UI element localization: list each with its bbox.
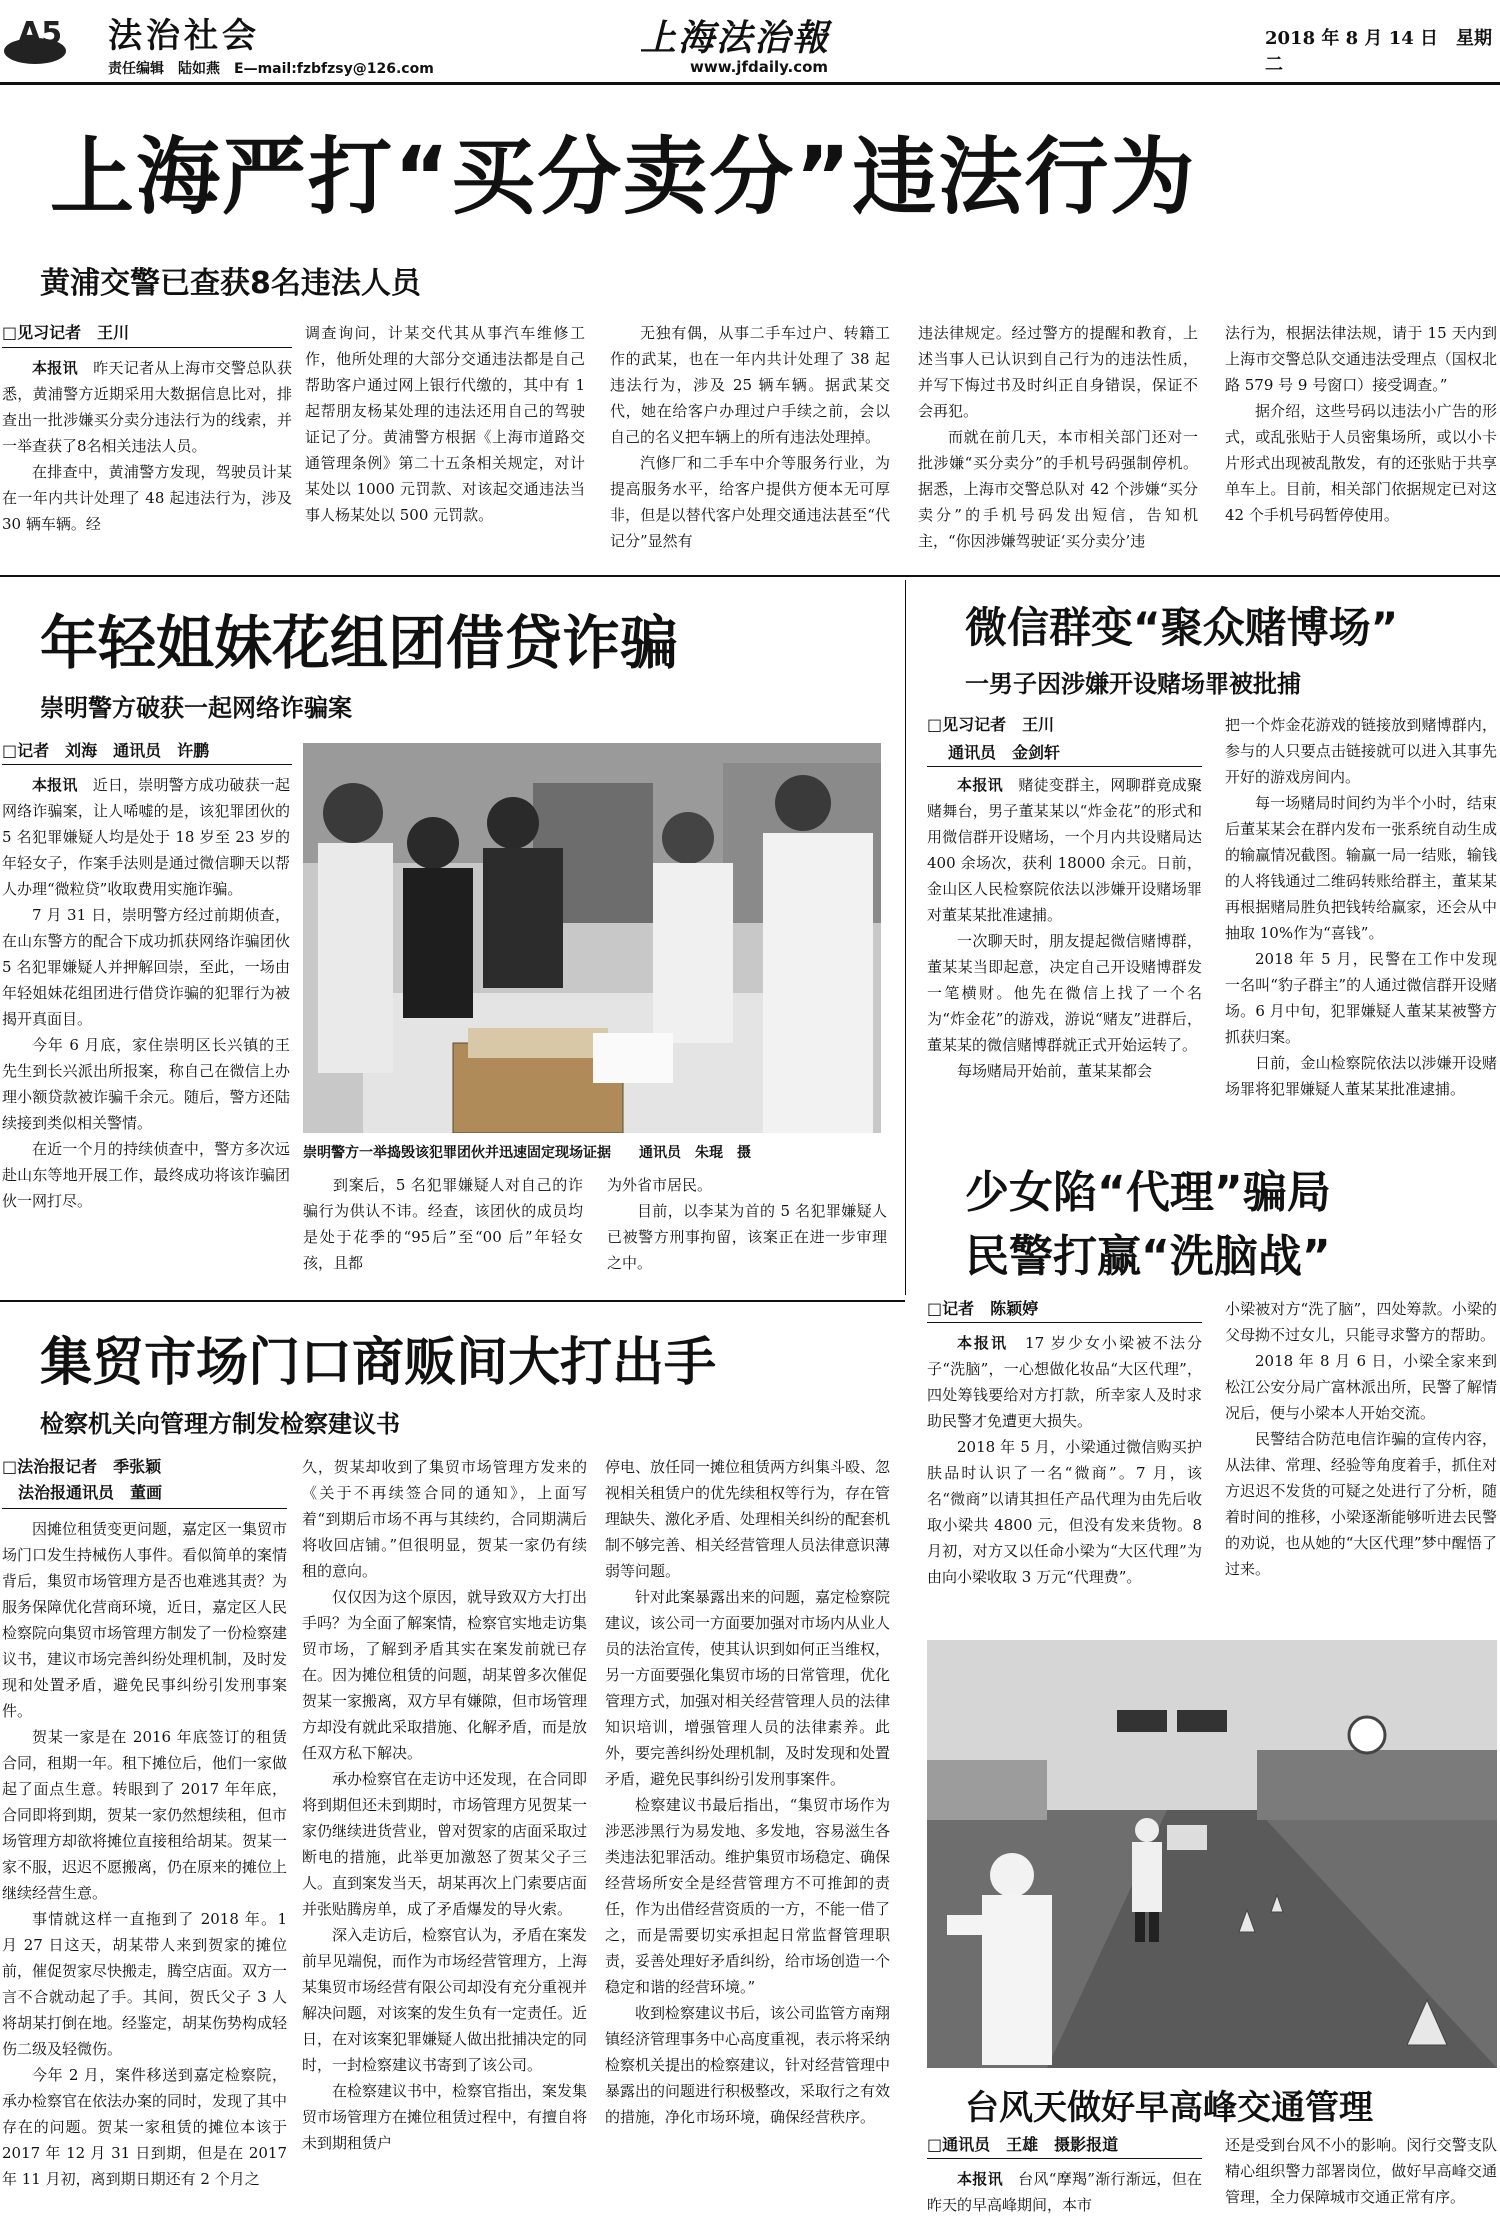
editor-line: 责任编辑 陆如燕 E—mail:fzbfzsy@126.com [108,61,434,77]
article4-col1: 本报讯 17 岁少女小梁被不法分子“洗脑”，一心想做化妆品“大区代理”，四处筹钱要给对方打款，所幸家人及时求助民警才免遭更大损失。 2018 年 5 月，小梁通过微信购买护肤品时认识了一名“微商”。7 月，该名“微商”以请其担任产品代理为由先后收取小梁共 4800 元，但没有发来货物。8 月初，对方又以任命小梁为“大区代理”为由向小梁收取 3 万元“代理费”。 [927,1334,1202,1586]
article3-byline: □见习记者 王川 [927,715,1055,734]
article2-col2: 到案后，5 名犯罪嫌疑人对自己的诈骗行为供认不讳。经查，该团伙的成员均是处于花季的“95后”至“00 后”年轻女孩，且都 [303,1176,583,1272]
article5-byline2: 法治报通讯员 董画 [18,1483,163,1502]
article2-col3: 为外省市居民。 目前，以李某为首的 5 名犯罪嫌疑人已被警方刑事拘留，该案正在进一步审理之中。 [607,1176,887,1272]
article1-bottom-rule [0,575,1500,577]
article2-col1: 本报讯 近日，崇明警方成功破获一起网络诈骗案，让人唏嘘的是，该犯罪团伙的 5 名犯罪嫌疑人均是处于 18 岁至 23 岁的年轻女子，作案手法则是通过微信聊天以帮人办理“微粒贷”收取费用实施诈骗。 7 月 31 日，崇明警方经过前期侦查，在山东警方的配合下成功抓获网络诈骗团伙 5 名犯罪嫌疑人并押解回崇，至此，一场由年轻姐妹花组团进行借贷诈骗的犯罪行为被揭开真面目。 今年 6 月底，家住崇明区长兴镇的王先生到长兴派出所报案，称自己在微信上办理小额贷款被诈骗千余元。随后，警方还陆续接到类似相关警情。 在近一个月的持续侦查中，警方多次远赴山东等地开展工作，最终成功将该诈骗团伙一网打尽。 [2,776,290,1210]
article5-byline: □法治报记者 季张颖 [2,1457,162,1476]
article5-col2: 久，贺某却收到了集贸市场管理方发来的《关于不再续签合同的通知》，上面写着“到期后市场不再与其续约，合同期满后将收回店铺。”但很明显，贺某一家仍有续租的意向。 仅仅因为这个原因，就导致双方大打出手吗？为全面了解案情，检察官实地走访集贸市场，了解到矛盾其实在案发前就已存在。因为摊位租赁的问题，胡某曾多次催促贺某一家搬离，双方早有嫌隙，但市场管理方却没有就此采取措施、化解矛盾，而是放任双方私下解决。 承办检察官在走访中还发现，在合同即将到期但还未到期时，市场管理方见贺某一家仍继续进货营业，曾对贺家的店面采取过断电的措施，此举更加激怒了贺某父子三人。直到案发当天，胡某再次上门索要店面并张贴腾房单，成了矛盾爆发的导火索。 深入走访后，检察官认为，矛盾在案发前早见端倪，而作为市场经营管理方，上海某集贸市场经营有限公司却没有充分重视并解决问题，对该案的发生负有一定责任。近日，在对该案犯罪嫌疑人做出批捕决定的同时，一封检察建议书寄到了该公司。 在检察建议书中，检察官指出，案发集贸市场管理方在摊位租赁过程中，有擅自将未到期租赁户 [302,1458,587,2152]
article6-headline: 台风天做好早高峰交通管理 [965,2088,1373,2128]
article5-col3: 停电、放任同一摊位租赁两方纠集斗殴、忽视相关租赁户的优先续租权等行为，存在管理缺失、激化矛盾、处理相关纠纷的配套机制不够完善、相关经营管理人员法律意识薄弱等问题。 针对此案暴露出来的问题，嘉定检察院建议，该公司一方面要加强对市场内从业人员的法治宣传，使其认识到如何正当维权，另一方面要强化集贸市场的日常管理，优化管理方式，加强对相关经营管理人员的法律知识培训，增强管理人员的法律素养。此外，要完善纠纷处理机制，及时发现和处置矛盾，避免民事纠纷引发刑事案件。 检察建议书最后指出，“集贸市场作为涉恶涉黑行为易发地、多发地，容易滋生各类违法犯罪活动。维护集贸市场稳定、确保经营场所安全是经营管理方不可推卸的责任，作为出借经营资质的一方，不能一借了之，而是需要切实承担起日常监督管理职责，妥善处理好矛盾纠纷，给市场创造一个稳定和谐的经营环境。” 收到检察建议书后，该公司监管方南翔镇经济管理事务中心高度重视，表示将采纳检察机关提出的检察建议，针对经营管理中暴露出的问题进行积极整改，采取行之有效的措施，净化市场环境，确保经营秩序。 [605,1458,890,2126]
article6-byline-rule [927,2158,1202,2159]
article1-headline: 上海严打“买分卖分”违法行为 [50,128,1197,226]
article1-col5: 法行为，根据法律法规，请于 15 天内到上海市交警总队交通违法受理点（国权北路 579 号 9 号窗口）接受调查。” 据介绍，这些号码以违法小广告的形式，或乱张贴于人员密集场所，或以小卡片形式出现被乱散发，有的还张贴于共享单车上。目前，相关部门依据规定已对这 42 个手机号码暂停使用。 [1225,324,1497,524]
article1-byline-rule [2,347,292,348]
article2-byline-rule [2,764,292,765]
police-raid-photo [303,743,881,1133]
article3-byline2: 通讯员 金剑轩 [948,743,1061,762]
article5-headline: 集贸市场门口商贩间大打出手 [40,1333,717,1393]
article3-col1: 本报讯 赌徒变群主，网聊群竟成聚赌舞台，男子董某某以“炸金花”的形式和用微信群开设赌场，一个月内共设赌局达 400 余场次，获利 18000 余元。日前，金山区人民检察院依法以涉嫌开设赌场罪对董某某批准逮捕。 一次聊天时，朋友提起微信赌博群，董某某当即起意，决定自己开设赌博群发一笔横财。他先在微信上找了一个名为“炸金花”的游戏，游说“赌友”进群后，董某某的微信赌博群就正式开始运转了。 每场赌局开始前，董某某都会 [927,776,1202,1080]
article4-byline-rule [927,1322,1202,1323]
typhoon-traffic-photo [927,1640,1497,2068]
article3-subhead: 一男子因涉嫌开设赌场罪被批捕 [965,670,1301,698]
article3-headline: 微信群变“聚众赌博场” [965,603,1399,652]
article4-col2: 小梁被对方“洗了脑”，四处筹款。小梁的父母拗不过女儿，只能寻求警方的帮助。 2018 年 8 月 6 日，小梁全家来到松江公安分局广富林派出所，民警了解情况后，便与小梁本人开始交流。 民警结合防范电信诈骗的宣传内容，从法律、常理、经验等角度着手，抓住对方迟迟不发货的可疑之处进行了分析，随着时间的推移，小梁逐渐能够听进去民警的劝说，也从她的“大区代理”梦中醒悟了过来。 [1225,1300,1497,1578]
article3-col2: 把一个炸金花游戏的链接放到赌博群内，参与的人只要点击链接就可以进入其事先开好的游戏房间内。 每一场赌局时间约为半个小时，结束后董某某会在群内发布一张系统自动生成的输赢情况截图。输赢一局一结账，输钱的人将钱通过二维码转账给群主，董某某再根据赌局胜负把钱转给赢家，还会从中抽取 10%作为“喜钱”。 2018 年 5 月，民警在工作中发现一名叫“豹子群主”的人通过微信群开设赌场。6 月中旬，犯罪嫌疑人董某某被警方抓获归案。 日前，金山检察院依法以涉嫌开设赌场罪将犯罪嫌疑人董某某批准逮捕。 [1225,716,1497,1098]
article1-col2: 调查询问，计某交代其从事汽车维修工作，他所处理的大部分交通违法都是自己帮助客户通过网上银行代缴的，其中有 1 起帮朋友杨某处理的违法还用自己的驾驶证记了分。黄浦警方根据《上海市道路交通管理条例》第二十五条相关规定，对计某处以 1000 元罚款、对该起交通违法当事人杨某处以 500 元罚款。 [305,324,585,524]
article1-subhead: 黄浦交警已查获8名违法人员 [40,266,421,301]
article6-col1: 本报讯 台风“摩羯”渐行渐远，但在昨天的早高峰期间，本市 [927,2170,1202,2214]
website: www.jfdaily.com [690,58,829,76]
article6-col2: 还是受到台风不小的影响。闵行交警支队精心组织警力部署岗位，做好早高峰交通管理，全力保障城市交通正常有序。 [1225,2136,1497,2206]
page-number-badge [4,16,66,64]
article4-byline: □记者 陈颖婷 [927,1299,1039,1318]
page-number: A5 [18,16,63,51]
article5-byline-rule [2,1508,287,1509]
article6-byline: □通讯员 王雄 摄影报道 [927,2135,1119,2154]
section-title: 法治社会 [108,16,260,56]
article1-col4: 违法律规定。经过警方的提醒和教育，上述当事人已认识到自己行为的违法性质，并写下悔过书及时纠正自身错误，保证不会再犯。 而就在前几天，本市相关部门还对一批涉嫌“买分卖分”的手机号码强制停机。据悉，上海市交警总队对 42 个涉嫌“买分卖分”的手机号码发出短信，告知机主，“你因涉嫌驾驶证‘买分卖分’违 [918,324,1198,550]
article3-byline-rule [927,766,1202,767]
article5-col1: 因摊位租赁变更问题，嘉定区一集贸市场门口发生持械伤人事件。看似简单的案情背后，集贸市场管理方是否也难逃其责？为服务保障优化营商环境，近日，嘉定区人民检察院向集贸市场管理方制发了一份检察建议书，建议市场完善纠纷处理机制，及时发现和处置矛盾，避免民事纠纷引发刑事案件。 贺某一家是在 2016 年底签订的租赁合同，租期一年。租下摊位后，他们一家做起了面点生意。转眼到了 2017 年年底，合同即将到期，贺某一家仍然想续租，但市场管理方却欲将摊位直接租给胡某。贺某一家不服，迟迟不愿搬离，仍在原来的摊位上继续经营生意。 事情就这样一直拖到了 2018 年。1 月 27 日这天，胡某带人来到贺家的摊位前，催促贺家尽快搬走，腾空店面。双方一言不合就动起了手。其间，贺氏父子 3 人将胡某打倒在地。经鉴定，胡某伤势构成轻伤二级及轻微伤。 今年 2 月，案件移送到嘉定检察院，承办检察官在依法办案的同时，发现了其中存在的问题。贺某一家租赁的摊位本该于 2017 年 12 月 31 日到期，但是在 2017 年 11 月初，离到期日期还有 2 个月之 [2,1520,287,2188]
article5-top-rule [0,1300,905,1302]
masthead-rule [0,82,1500,85]
article4-headline-line1: 少女陷“代理”骗局 [965,1167,1331,1218]
article5-subhead: 检察机关向管理方制发检察建议书 [40,1410,400,1438]
article2-headline: 年轻姐妹花组团借贷诈骗 [40,609,679,677]
article2-subhead: 崇明警方破获一起网络诈骗案 [40,694,352,722]
article1-col1: 本报讯 昨天记者从上海市交警总队获悉，黄浦警方近期采用大数据信息比对，排查出一批涉嫌买分卖分违法行为的线索，并一举查获了8名相关违法人员。 在排查中，黄浦警方发现，驾驶员计某在一年内共计处理了 48 起违法行为，涉及 30 辆车辆。经 [2,359,292,533]
article1-col3: 无独有偶，从事二手车过户、转籍工作的武某，也在一年内共计处理了 38 起违法行为，涉及 25 辆车辆。据武某交代，她在给客户办理过户手续之前，会以自己的名义把车辆上的所有违法处理掉。 汽修厂和二手车中介等服务行业，为提高服务水平，给客户提供方便本无可厚非，但是以替代客户处理交通违法甚至“代记分”显然有 [610,324,890,550]
article2-byline: □记者 刘海 通讯员 许鹏 [2,741,210,760]
article1-byline: □见习记者 王川 [2,323,130,342]
column-divider [905,580,906,1295]
police-raid-photo-caption: 崇明警方一举捣毁该犯罪团伙并迅速固定现场证据 通讯员 朱琨 摄 [303,1145,751,1161]
masthead [0,0,1500,82]
issue-date: 2018 年 8 月 14 日 星期二 [1265,28,1493,75]
paper-name: 上海法治報 [640,17,831,59]
article4-headline-line2: 民警打赢“洗脑战” [965,1231,1331,1282]
